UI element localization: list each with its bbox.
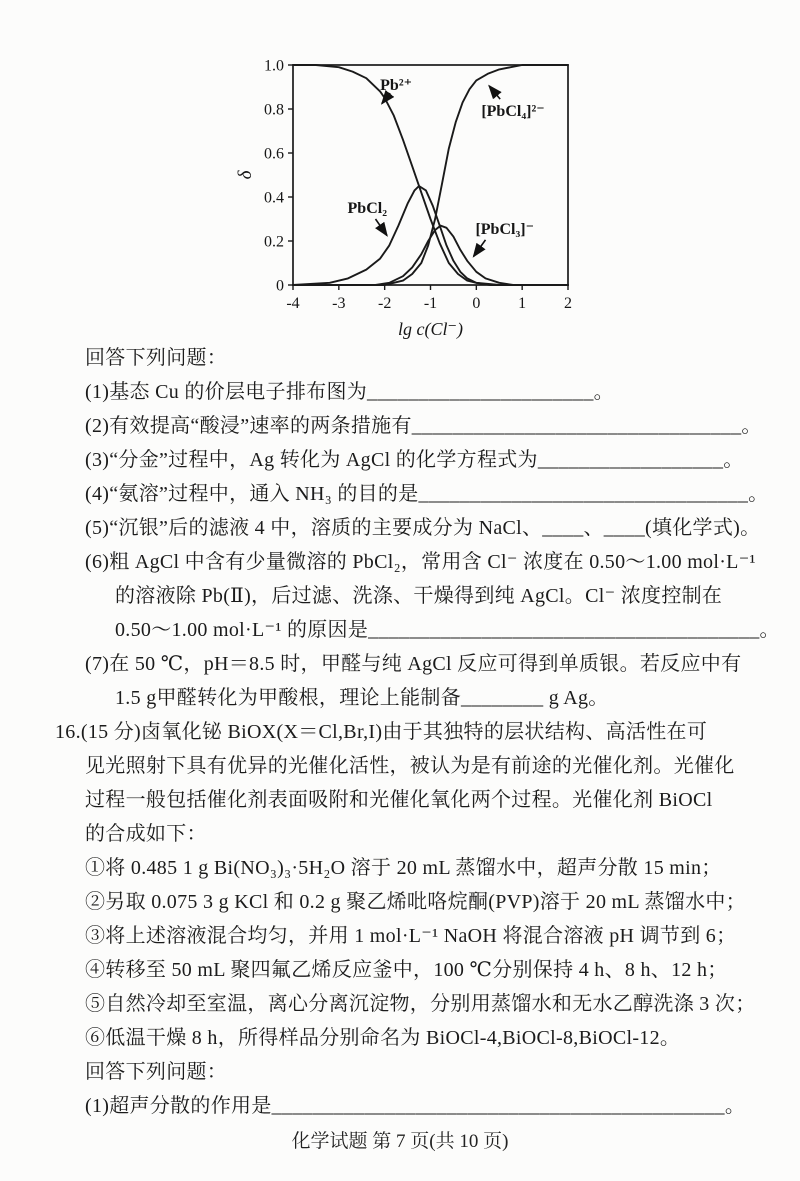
q15-item-4: (4)“氨溶”过程中，通入 NH₃ 的目的是________________________________。	[85, 483, 769, 505]
q15-item-6-line-3: 0.50～1.00 mol·L⁻¹ 的原因是______________________________________。	[115, 619, 780, 641]
y-tick-label: 0.4	[264, 189, 284, 207]
x-tick-label: 2	[564, 295, 572, 312]
series-label: PbCl₂	[347, 200, 387, 217]
y-tick-label: 0.8	[264, 101, 284, 119]
q16-stem-line-3: 过程一般包括催化剂表面吸附和光催化氧化两个过程。光催化剂 BiOCl	[85, 789, 713, 811]
q16-step-1: ①将 0.485 1 g Bi(NO₃)₃·5H₂O 溶于 20 mL 蒸馏水中，超声分散 15 min；	[85, 857, 722, 879]
q15-item-2: (2)有效提高“酸浸”速率的两条措施有________________________________。	[85, 415, 762, 437]
series-label: [PbCl₃]⁻	[475, 220, 535, 238]
x-tick-label: -3	[332, 295, 346, 312]
q16-step-4: ④转移至 50 mL 聚四氟乙烯反应釜中，100 ℃分别保持 4 h、8 h、12 h；	[85, 959, 728, 981]
q15-item-3: (3)“分金”过程中，Ag 转化为 AgCl 的化学方程式为__________________。	[85, 449, 744, 471]
annotation-arrow	[474, 240, 486, 257]
q15-item-1: (1)基态 Cu 的价层电子排布图为______________________。	[85, 381, 614, 403]
annotation-arrow	[489, 86, 500, 99]
q16-stem-line-2: 见光照射下具有优异的光催化活性，被认为是有前途的光催化剂。光催化	[85, 755, 735, 777]
x-tick-label: -1	[423, 295, 438, 312]
q15-item-7-line-1: (7)在 50 ℃，pH＝8.5 时，甲醛与纯 AgCl 反应可得到单质银。若反应中有	[85, 653, 742, 675]
annotation-arrow	[376, 219, 387, 236]
x-tick-label: 1	[518, 295, 527, 312]
x-tick-label: -4	[286, 295, 300, 312]
q15-item-6-line-2: 的溶液除 Pb(Ⅱ)，后过滤、洗涤、干燥得到纯 AgCl。Cl⁻ 浓度控制在	[115, 585, 723, 607]
y-tick-label: 0	[276, 277, 284, 295]
y-tick-label: 0.6	[264, 145, 284, 163]
q15-item-6-line-1: (6)粗 AgCl 中含有少量微溶的 PbCl₂，常用含 Cl⁻ 浓度在 0.50～1.00 mol·L⁻¹	[85, 551, 756, 573]
y-tick-label: 0.2	[264, 233, 284, 251]
y-axis-label: δ	[236, 170, 256, 180]
series-label: [PbCl₄]²⁻	[481, 103, 545, 121]
distribution-chart	[236, 50, 592, 346]
x-tick-label: 0	[472, 295, 481, 312]
x-tick-label: -2	[378, 295, 392, 312]
q15-item-5: (5)“沉银”后的滤液 4 中，溶质的主要成分为 NaCl、____、____(填化学式)。	[85, 517, 761, 539]
y-tick-label: 1.0	[264, 57, 284, 75]
q16-step-3: ③将上述溶液混合均匀，并用 1 mol·L⁻¹ NaOH 将混合溶液 pH 调节到 6；	[85, 925, 737, 947]
q16-item-1: (1)超声分散的作用是____________________________________________。	[85, 1095, 746, 1117]
q16-stem-line-1: 16.(15 分)卤氧化铋 BiOX(X＝Cl,Br,I)由于其独特的层状结构、高活性在可	[55, 721, 708, 743]
curve-Pb²⁺	[293, 65, 568, 285]
q16-answer-prompt: 回答下列问题：	[85, 1061, 228, 1083]
q16-step-2: ②另取 0.075 3 g KCl 和 0.2 g 聚乙烯吡咯烷酮(PVP)溶于 20 mL 蒸馏水中；	[85, 891, 746, 913]
series-label: Pb²⁺	[380, 76, 413, 94]
q16-step-6: ⑥低温干燥 8 h，所得样品分别命名为 BiOCl-4,BiOCl-8,BiOCl-12。	[85, 1027, 681, 1049]
x-axis-label: lg c(Cl⁻)	[398, 319, 463, 339]
q15-answer-prompt: 回答下列问题：	[85, 347, 228, 369]
axes-box	[293, 65, 568, 285]
delta-vs-lgccl-chart	[236, 50, 592, 346]
exam-body	[0, 341, 780, 1123]
q15-item-7-line-2: 1.5 g甲醛转化为甲酸根，理论上能制备________ g Ag。	[115, 687, 609, 709]
curve-[PbCl₄]²⁻	[293, 65, 568, 285]
page-footer: 化学试题 第 7 页(共 10 页)	[291, 1131, 509, 1152]
q16-step-5: ⑤自然冷却至室温，离心分离沉淀物，分别用蒸馏水和无水乙醇洗涤 3 次；	[85, 993, 756, 1015]
q16-stem-line-4: 的合成如下：	[85, 823, 207, 845]
